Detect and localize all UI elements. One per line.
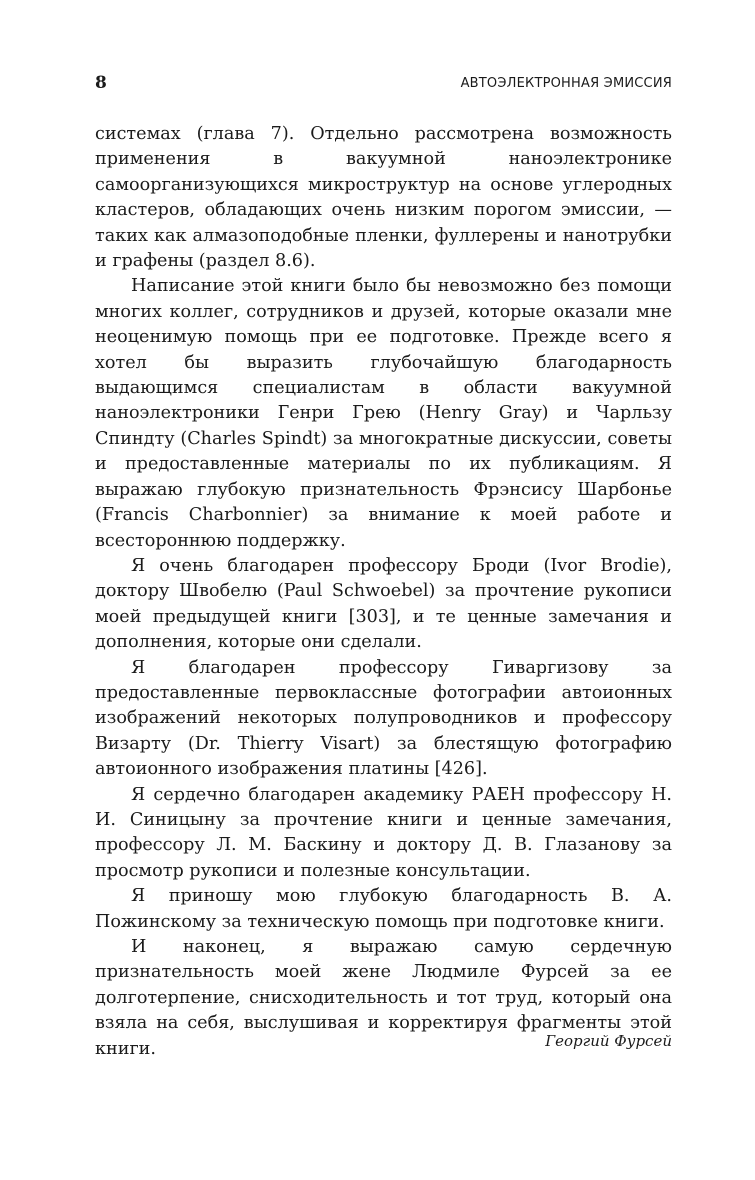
paragraph-acknowledgement-sinitsyn: Я сердечно благодарен академику РАЕН профессору Н. И. Синицыну за прочтение книги и ценные замечания, профессору Л. М. Баскину и доктору Д. В. Глазанову за просмотр рукописи и полезные консультации.: [95, 784, 672, 881]
paragraph-acknowledgement-givargizov: Я благодарен профессору Гиваргизову за предоставленные первоклассные фотографии автоионных изображений некоторых полупроводников и профессору Визарту (Dr. Thierry Visart) за блестящую фотографию автоионного изображения платины [426].: [95, 657, 672, 780]
paragraph-acknowledgement-brodie: Я очень благодарен профессору Броди (Ivor Brodie), доктору Швобелю (Paul Schwoebel) за прочтение рукописи моей предыдущей книги [303], и те ценные замечания и дополнения, которые они сделали.: [95, 555, 672, 653]
paragraph-acknowledgement-colleagues: Написание этой книги было бы невозможно без помощи многих коллег, сотрудников и друзей, которые оказали мне неоценимую помощь при ее подготовке. Прежде всего я хотел бы выразить глубочайшую благодарность выдающимся специалистам в области вакуумной наноэлектроники Генри Грею (Henry Gray) и Чарльзу Спиндту (Charles Spindt) за многократные дискуссии, советы и предоставленные материалы по их публикациям. Я выражаю глубокую признательность Фрэнсису Шарбонье (Francis Charbonnier) за внимание к моей работе и всестороннюю поддержку.: [95, 276, 672, 551]
running-title: АВТОЭЛЕКТРОННАЯ ЭМИССИЯ: [460, 76, 672, 91]
page-header: [95, 72, 672, 98]
author-signature: Георгий Фурсей: [545, 1032, 672, 1050]
paragraph-acknowledgement-wife: И наконец, я выражаю самую сердечную признательность моей жене Людмиле Фурсей за ее долготерпение, снисходительность и тот труд, который она взяла на себя, выслушивая и корректируя фрагменты этой книги.: [95, 937, 672, 1059]
paragraph-acknowledgement-pozhinsky: Я приношу мою глубокую благодарность В. А. Пожинскому за техническую помощь при подготовке книги.: [95, 886, 672, 932]
paragraph-continuation: системах (глава 7). Отдельно рассмотрена возможность применения в вакуумной наноэлектронике самоорганизующихся микроструктур на основе углеродных кластеров, обладающих очень низким порогом эмиссии, — таких как алмазоподобные пленки, фуллерены и нанотрубки и графены (раздел 8.6).: [95, 124, 672, 272]
page-number: 8: [95, 73, 107, 93]
body-text: [95, 122, 672, 1062]
